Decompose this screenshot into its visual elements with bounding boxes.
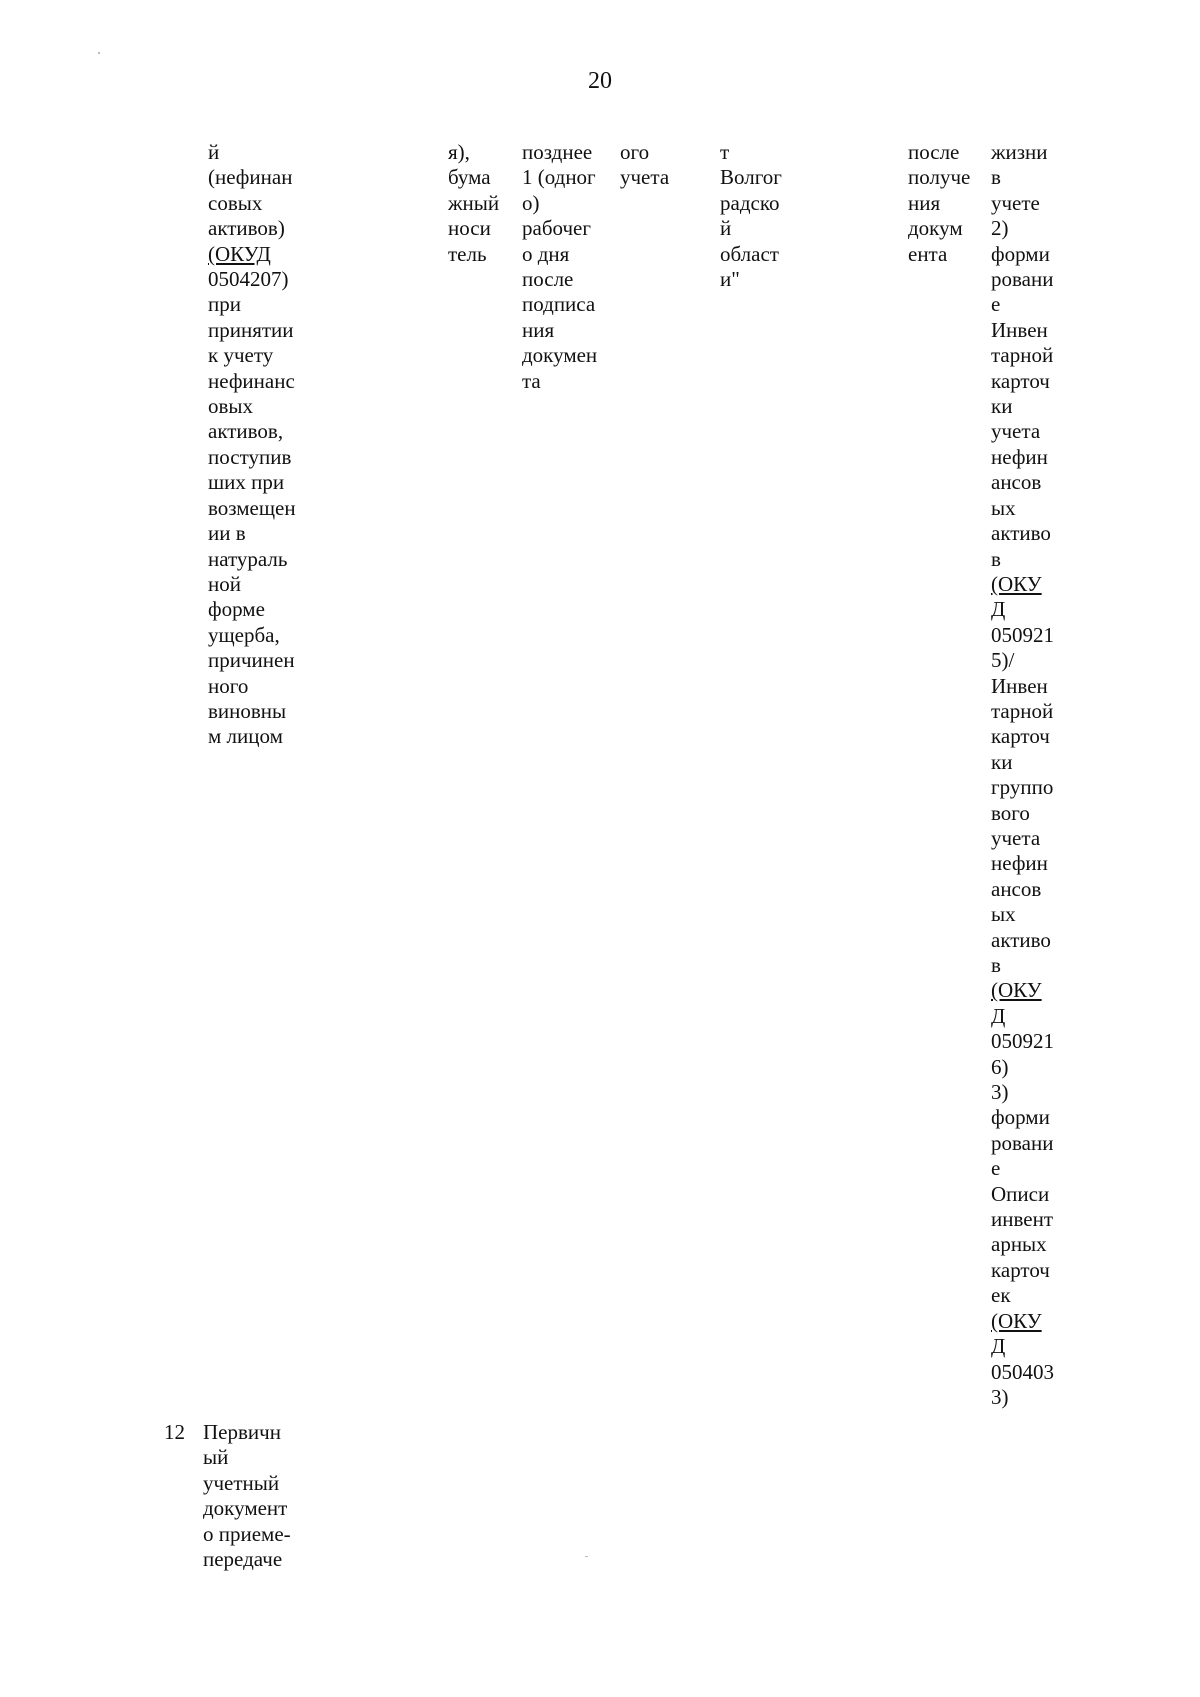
text-line: при [208, 292, 241, 317]
text-line: поступив [208, 444, 292, 469]
text-line: активов) [208, 216, 285, 241]
text-line: подписа [522, 292, 596, 317]
text-line: 050921 [991, 622, 1054, 647]
text-line: Инвен [991, 317, 1048, 342]
page-number: 20 [588, 68, 612, 94]
column-document-name [208, 140, 296, 750]
text-line: тарной [991, 698, 1054, 723]
text-line: форми [991, 241, 1050, 266]
text-line: позднее [522, 140, 593, 164]
text-line: в [991, 165, 1001, 190]
scan-speck [585, 1556, 588, 1557]
column-notes [991, 140, 1054, 1410]
text-line: 5)/ [991, 648, 1015, 673]
text-line: я), [448, 140, 470, 164]
row-number: 12 [164, 1420, 185, 1444]
text-line: радско [720, 190, 780, 215]
text-line: о дня [522, 241, 570, 266]
column-carrier [448, 140, 499, 267]
text-line: и" [720, 267, 740, 292]
text-line: 050921 [991, 1029, 1054, 1054]
text-line: активов, [208, 419, 284, 444]
text-line: й [720, 216, 732, 241]
column-after-receipt [908, 140, 970, 267]
column-register [620, 140, 669, 191]
text-line: ек [991, 1283, 1011, 1308]
text-line: (нефинан [208, 165, 293, 190]
text-line: ый [203, 1445, 229, 1470]
text-line: учете [991, 190, 1040, 215]
text-line: карточ [991, 368, 1050, 393]
text-line: документ [203, 1496, 288, 1521]
text-line: арных [991, 1232, 1047, 1257]
text-line: ния [522, 317, 555, 342]
text-line: вого [991, 800, 1030, 825]
text-line: нефинанс [208, 368, 295, 393]
text-line: докум [908, 216, 963, 241]
text-line: совых [208, 190, 263, 215]
text-line: ансов [991, 876, 1042, 901]
text-line: ансов [991, 470, 1042, 495]
text-line: 1 (одног [522, 165, 596, 190]
text-line: после [908, 140, 960, 164]
text-line: к учету [208, 343, 274, 368]
text-line: учета [991, 419, 1041, 444]
text-line: 0504207) [208, 267, 289, 292]
text-line: ки [991, 394, 1013, 419]
text-line: Инвен [991, 673, 1048, 698]
text-line: носи [448, 216, 491, 241]
text-line: учета [620, 165, 670, 190]
text-line: ущерба, [208, 622, 280, 647]
text-line: получе [908, 165, 971, 190]
text-line: ной [208, 571, 241, 596]
text-line: ии в [208, 521, 246, 546]
text-line: нефин [991, 851, 1048, 876]
text-line: возмещен [208, 495, 296, 520]
text-line: та [522, 368, 541, 393]
text-line: т [720, 140, 730, 164]
text-line: причинен [208, 648, 295, 673]
text-line: 050403 [991, 1359, 1054, 1384]
text-line: форми [991, 1105, 1050, 1130]
text-line: Описи [991, 1181, 1050, 1206]
text-line: ших при [208, 470, 285, 495]
text-line: 2) [991, 216, 1009, 241]
text-line: карточ [991, 1257, 1050, 1282]
text-line: ровани [991, 267, 1054, 292]
text-line: 3) [991, 1080, 1009, 1105]
text-line: 6) [991, 1054, 1009, 1079]
text-line: ого [620, 140, 650, 164]
text-line: учета [991, 825, 1041, 850]
text-line: тель [448, 241, 487, 266]
text-line: активо [991, 521, 1051, 546]
text-line: рабочег [522, 216, 591, 241]
text-line: м лицом [208, 724, 283, 749]
text-line: област [720, 241, 779, 266]
text-line: Волгог [720, 165, 782, 190]
text-line: в [991, 546, 1001, 571]
text-line: е [991, 1156, 1001, 1181]
text-line: виновны [208, 698, 287, 723]
text-line: нефин [991, 444, 1048, 469]
text-line: о приеме- [203, 1521, 291, 1546]
text-line: ровани [991, 1130, 1054, 1155]
text-line: овых [208, 394, 254, 419]
text-line: активо [991, 927, 1051, 952]
column-deadline [522, 140, 597, 394]
text-line: ки [991, 749, 1013, 774]
text-line: ния [908, 190, 941, 215]
text-line: Первичн [203, 1420, 281, 1444]
text-line: ых [991, 495, 1016, 520]
text-line: тарной [991, 343, 1054, 368]
okud-link[interactable]: (ОКУ [991, 1308, 1042, 1333]
text-line: инвент [991, 1207, 1054, 1232]
text-line: форме [208, 597, 265, 622]
text-line: учетный [203, 1470, 280, 1495]
text-line: группо [991, 775, 1054, 800]
text-line: е [991, 292, 1001, 317]
text-line: принятии [208, 317, 294, 342]
scan-speck [98, 52, 100, 54]
text-line: ых [991, 902, 1016, 927]
text-line: бума [448, 165, 491, 190]
okud-link[interactable]: (ОКУ [991, 978, 1042, 1003]
text-line: ного [208, 673, 249, 698]
column-region [720, 140, 782, 292]
text-line: после [522, 267, 574, 292]
text-line: жный [448, 190, 500, 215]
row-12-document-name [203, 1420, 291, 1572]
text-line: передаче [203, 1547, 283, 1572]
text-line: 3) [991, 1384, 1009, 1409]
okud-link[interactable]: Д [991, 1003, 1006, 1028]
text-line: в [991, 953, 1001, 977]
okud-link[interactable]: Д [991, 597, 1006, 622]
okud-link[interactable]: Д [991, 1334, 1006, 1359]
text-line: карточ [991, 724, 1050, 749]
text-line: й [208, 140, 220, 164]
text-line: докумен [522, 343, 598, 368]
okud-link[interactable]: (ОКУД [208, 241, 271, 266]
text-line: о) [522, 190, 540, 215]
okud-link[interactable]: (ОКУ [991, 571, 1042, 596]
text-line: жизни [991, 140, 1048, 164]
text-line: ента [908, 241, 948, 266]
text-line: натураль [208, 546, 288, 571]
